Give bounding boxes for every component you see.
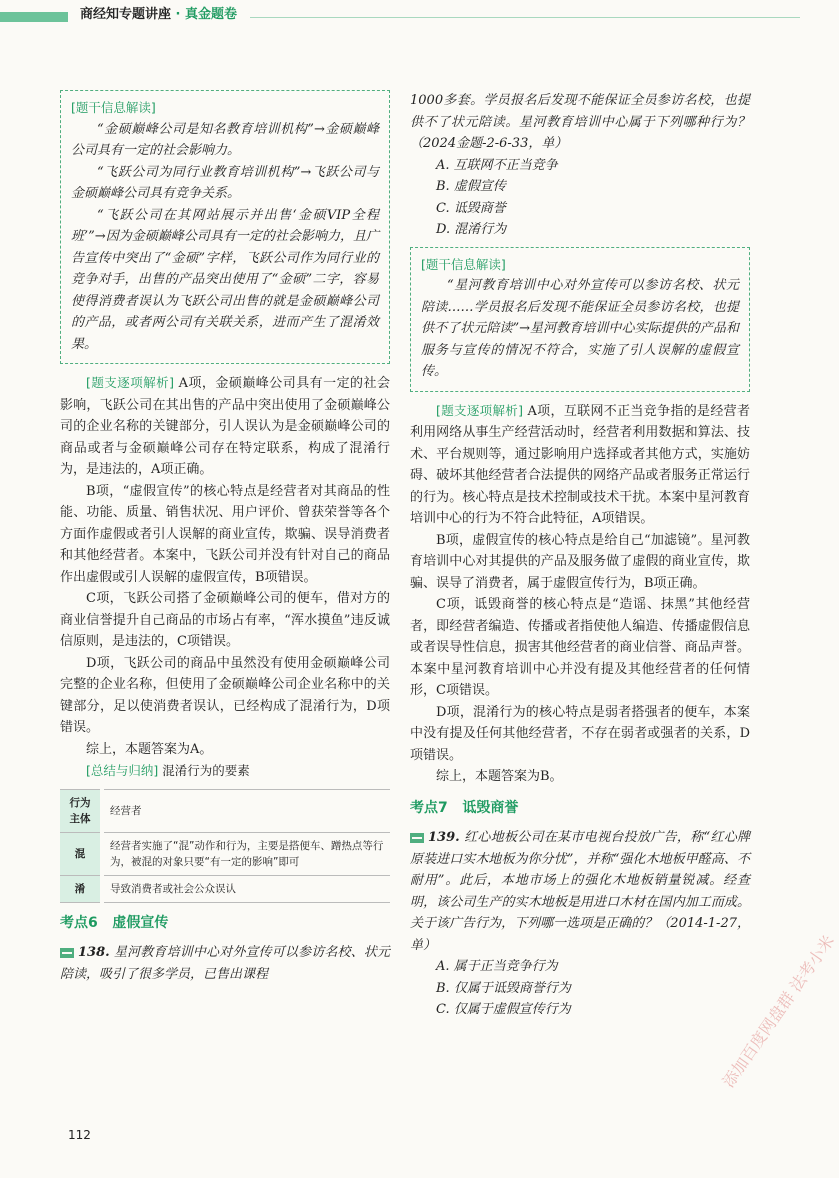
question-text: 星河教育培训中心对外宣传可以参访名校、状元陪读，吸引了很多学员，已售出课程	[60, 945, 390, 982]
table-row	[60, 789, 390, 832]
analysis-c: C项，诋毁商誉的核心特点是“造谣、抹黑”其他经营者，即经营者编造、传播或者指使他人编造、传播虚假信息或者误导性信息，损害其他经营者的商业信誉、商品声誉。本案中星河教育培训中心并没有提及其他经营者的任何情形，C项错误。	[410, 597, 750, 698]
stem-info-title: [题干信息解读]	[421, 256, 506, 272]
page-number: 112	[68, 1128, 91, 1142]
question-138-continued: 1000多套。学员报名后发现不能保证全员参访名校，也提供不了状元陪读。星河教育培训中心属于下列哪种行为？（2024金题-2-6-33，单）	[410, 93, 750, 151]
book-title-prefix: 商经知专题讲座	[80, 7, 172, 22]
analysis-tag: [题支逐项解析]	[436, 402, 524, 418]
option-c: C. 诋毁商誉	[436, 200, 506, 216]
book-title-suffix: 真金题卷	[185, 7, 238, 22]
table-row	[60, 832, 390, 875]
analysis-d: D项，混淆行为的核心特点是弱者搭强者的便车，本案中没有提及任何其他经营者，不存在弱者或强者的关系，D项错误。	[410, 704, 750, 763]
section-label: 考点6	[60, 914, 98, 931]
conclusion: 综上，本题答案为B。	[436, 769, 563, 784]
stem-info-para: “飞跃公司为同行业教育培训机构”→飞跃公司与金硕巅峰公司具有竞争关系。	[71, 164, 379, 201]
book-title-separator: ·	[175, 7, 181, 22]
summary-title: 混淆行为的要素	[158, 763, 250, 778]
summary-table	[60, 789, 390, 903]
analysis-d: D项，飞跃公司的商品中虽然没有使用金硕巅峰公司完整的企业名称，但使用了金硕巅峰公司企业名称中的关键部分，足以使消费者误认，已经构成了混淆行为，D项错误。	[60, 655, 390, 735]
table-header-cell: 行为主体	[60, 789, 102, 832]
option-c: C. 仅属于虚假宣传行为	[436, 1002, 571, 1017]
watermark-text: 添加百度网盘群 法考小米	[718, 931, 839, 1091]
analysis-a-text: A项，金硕巅峰公司具有一定的社会影响，飞跃公司在其出售的产品中突出使用了金硕巅峰公司的企业名称的关键部分，引人误认为是金硕巅峰公司的商品或者与金硕巅峰公司存在特定联系，构成了混淆行为，是违法的，A项正确。	[60, 376, 390, 477]
header-stripe	[0, 12, 68, 22]
section-title: 诋毁商誉	[462, 799, 519, 816]
book-title	[68, 0, 249, 30]
stem-info-box	[410, 247, 750, 392]
question-138	[60, 942, 390, 985]
section-heading-7	[410, 798, 750, 820]
stem-info-para: “金硕巅峰公司是知名教育培训机构”→金硕巅峰公司具有一定的社会影响力。	[71, 121, 379, 158]
stem-info-para: “飞跃公司在其网站展示并出售‘金硕VIP全程班’”→因为金硕巅峰公司具有一定的社会影响力，且广告宣传中突出了“金硕”字样，飞跃公司作为同行业的竞争对手，出售的产品突出使用了“金硕”二字，容易使得消费者误认为飞跃公司出售的就是金硕巅峰公司的产品，或者两公司有关联关系，进而产生了混淆效果。	[71, 207, 379, 352]
table-cell: 经营者	[102, 789, 390, 832]
table-header-cell: 混	[60, 832, 102, 875]
right-column	[410, 90, 750, 1021]
section-title: 虚假宣传	[112, 914, 169, 931]
stem-info-para: “星河教育培训中心对外宣传可以参访名校、状元陪读……学员报名后发现不能保证全员参访名校，也提供不了状元陪读”→星河教育培训中心实际提供的产品和服务与宣传的情况不符合，实施了引人误解的虚假宣传。	[421, 278, 739, 379]
question-number: 138.	[78, 945, 110, 960]
option-a: A. 属于正当竞争行为	[436, 959, 558, 974]
question-139	[410, 827, 750, 956]
left-column	[60, 90, 390, 985]
question-text: 红心地板公司在某市电视台投放广告，称“红心牌原装进口实木地板为你分忧”，并称“强化木地板甲醛高、不耐用”。此后，本地市场上的强化木地板销量锐减。经查明，该公司生产的实木地板是用进口木材在国内加工而成。关于该广告行为，下列哪一选项是正确的？（2014-1-27，单）	[410, 830, 750, 953]
table-cell: 导致消费者或社会公众误认	[102, 875, 390, 902]
analysis-a	[60, 372, 390, 481]
section-heading-6	[60, 913, 390, 935]
page-header	[0, 0, 800, 30]
stem-info-title: [题干信息解读]	[71, 100, 156, 115]
analysis-tag: [题支逐项解析]	[86, 375, 175, 390]
question-marker-icon	[410, 833, 424, 843]
header-rule	[250, 17, 800, 18]
question-marker-icon	[60, 948, 74, 958]
question-number: 139.	[428, 830, 460, 845]
table-cell: 经营者实施了“混”动作和行为，主要是搭便车、蹭热点等行为，被混的对象只要“有一定的影响”即可	[102, 832, 390, 875]
summary-tag: [总结与归纳]	[86, 763, 159, 778]
table-header-cell: 淆	[60, 875, 102, 902]
option-a: A. 互联网不正当竞争	[436, 157, 558, 173]
summary-heading	[60, 760, 390, 783]
stem-info-box	[60, 90, 390, 364]
table-row	[60, 875, 390, 902]
analysis-b: B项，“虚假宣传”的核心特点是经营者对其商品的性能、功能、质量、销售状况、用户评价、曾获荣誉等各个方面作虚假或者引人误解的商业宣传，欺骗、误导消费者和其他经营者。本案中，飞跃公司并没有针对自己的商品作出虚假或引人误解的虚假宣传，B项错误。	[60, 483, 390, 585]
option-b: B. 仅属于诋毁商誉行为	[436, 980, 571, 996]
conclusion: 综上，本题答案为A。	[86, 741, 213, 757]
analysis-b: B项，虚假宣传的核心特点是给自己“加滤镜”。星河教育培训中心对其提供的产品及服务做了虚假的商业宣传，欺骗、误导了消费者，属于虚假宣传行为，B项正确。	[410, 532, 750, 591]
analysis-a-text: A项，互联网不正当竞争指的是经营者利用网络从事生产经营活动时，经营者利用数据和算法、技术、平台规则等，通过影响用户选择或者其他方式，实施妨碍、破坏其他经营者合法提供的网络产品或者服务正常运行的行为。核心特点是技术控制或技术干扰。本案中星河教育培训中心的行为不符合此特征，A项错误。	[410, 403, 750, 526]
option-b: B. 虚假宣传	[436, 179, 506, 194]
analysis-c: C项，飞跃公司搭了金硕巅峰公司的便车，借对方的商业信誉提升自己商品的市场占有率，“浑水摸鱼”违反诚信原则，是违法的，C项错误。	[60, 591, 390, 649]
analysis-a	[410, 400, 750, 530]
section-label: 考点7	[410, 799, 448, 816]
option-d: D. 混淆行为	[436, 222, 507, 237]
